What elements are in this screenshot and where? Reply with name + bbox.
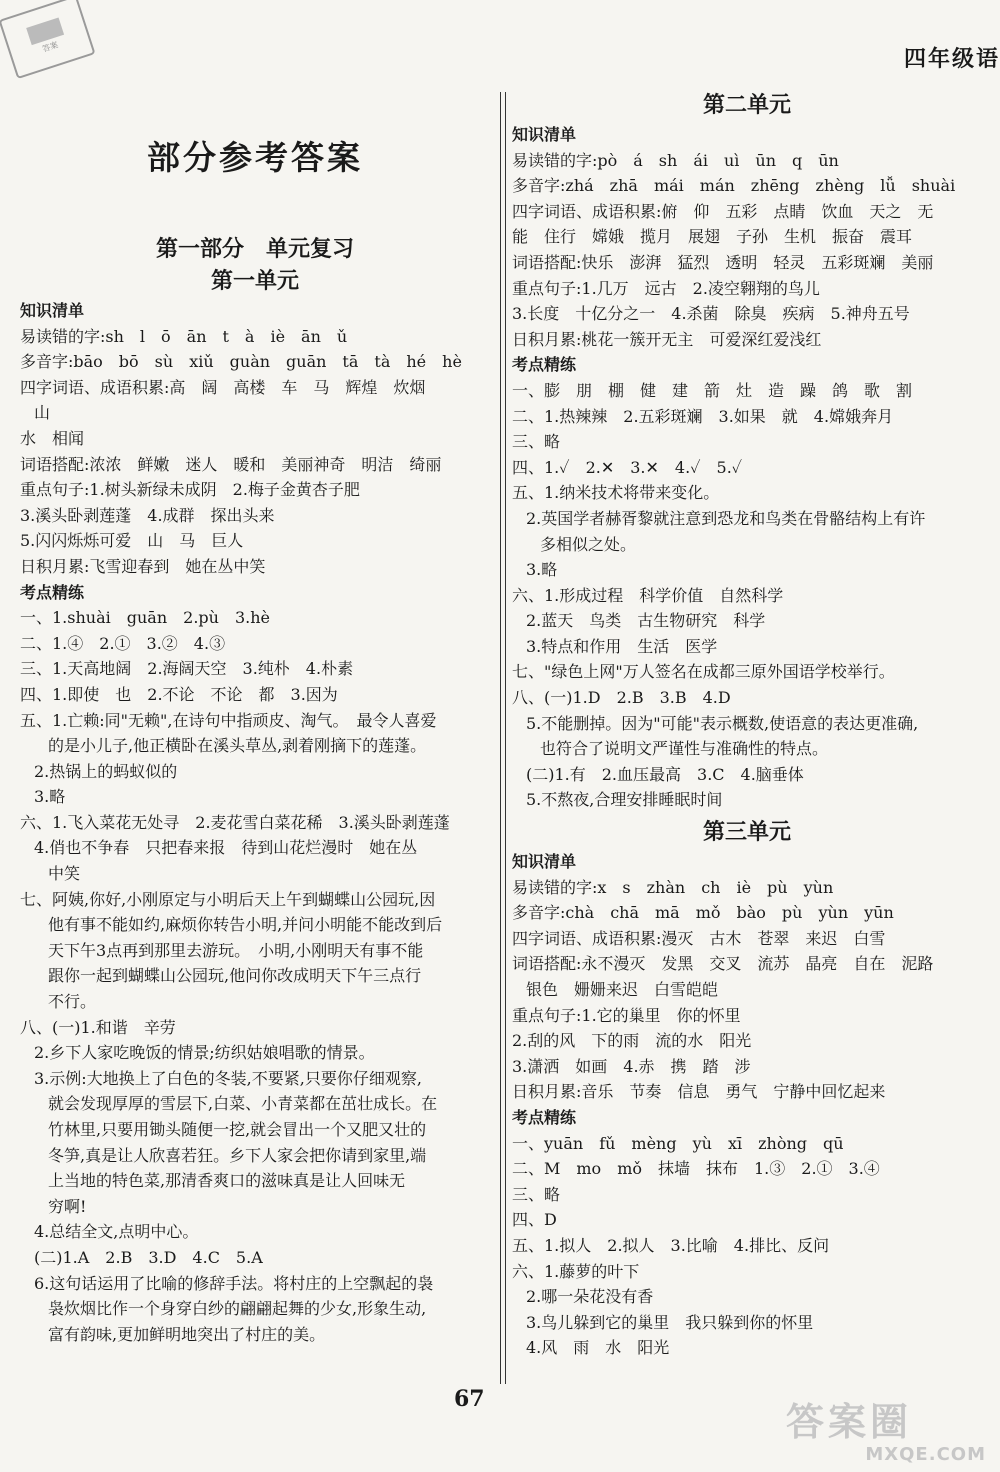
answer-line: 多相似之处。 bbox=[540, 534, 637, 554]
answer-line: 易读错的字:sh l ō ān t à iè ān ǔ bbox=[20, 326, 348, 346]
answer-line: 一、膨 朋 棚 健 建 箭 灶 造 躁 鸽 歌 割 bbox=[512, 380, 913, 400]
answer-line: 袅炊烟比作一个身穿白纱的翩翩起舞的少女,形象生动, bbox=[48, 1299, 427, 1319]
answer-line: 四字词语、成语积累:高 阔 高楼 车 马 辉煌 炊烟 bbox=[20, 377, 426, 397]
answer-line: 五、1.纳米技术将带来变化。 bbox=[512, 483, 720, 503]
answer-line: 二、1.热辣辣 2.五彩斑斓 3.如果 就 4.嫦娥奔月 bbox=[512, 406, 894, 426]
answer-line: 四字词语、成语积累:漫灭 古木 苍翠 来迟 白雪 bbox=[512, 928, 886, 948]
answer-line: 5.闪闪烁烁可爱 山 马 巨人 bbox=[20, 531, 244, 551]
unit-2-title: 第二单元 bbox=[702, 92, 791, 118]
answer-line: 五、1.拟人 2.拟人 3.比喻 4.排比、反问 bbox=[512, 1235, 830, 1255]
answer-line: 词语搭配:浓浓 鲜嫩 迷人 暖和 美丽神奇 明洁 绮丽 bbox=[20, 454, 442, 474]
answer-line: 五、1.亡赖:同"无赖",在诗句中指顽皮、淘气。 最令人喜爱 bbox=[20, 710, 437, 730]
answer-line: 重点句子:1.它的巢里 你的怀里 bbox=[512, 1005, 741, 1025]
answer-line: 二、1.④ 2.① 3.② 4.③ bbox=[20, 633, 226, 653]
answer-line: 中笑 bbox=[48, 864, 81, 884]
answer-line: 多音字:chà chā mā mǒ bào pù yùn yūn bbox=[512, 903, 894, 923]
answer-line: 日积月累:飞雪迎春到 她在丛中笑 bbox=[20, 556, 266, 576]
column-divider bbox=[500, 92, 506, 1384]
answer-line: 2.英国学者赫胥黎就注意到恐龙和鸟类在骨骼结构上有许 bbox=[526, 508, 926, 528]
answer-line: 重点句子:1.几万 远古 2.凌空翱翔的鸟儿 bbox=[512, 278, 820, 298]
answer-line: 3.潇洒 如画 4.赤 携 踏 涉 bbox=[512, 1056, 751, 1076]
answer-line: 三、1.天高地阔 2.海阔天空 3.纯朴 4.朴素 bbox=[20, 659, 354, 679]
answer-line: 他有事不能如约,麻烦你转告小明,并问小明能不能改到后 bbox=[48, 915, 443, 935]
answer-line: 六、1.飞入菜花无处寻 2.麦花雪白菜花稀 3.溪头卧剥莲蓬 bbox=[20, 812, 450, 832]
answer-line: 不行。 bbox=[48, 992, 97, 1012]
answer-line: 就会发现厚厚的雪层下,白菜、小青菜都在茁壮成长。在 bbox=[48, 1094, 438, 1114]
answer-line: 天下午3点再到那里去游玩。 小明,小刚明天有事不能 bbox=[48, 940, 424, 960]
unit-3-title: 第三单元 bbox=[702, 819, 791, 846]
page-title: 部分参考答案 bbox=[147, 138, 363, 177]
answer-line: 易读错的字:x s zhàn ch iè pù yùn bbox=[512, 877, 834, 897]
answer-line: 2.蓝天 鸟类 古生物研究 科学 bbox=[526, 611, 766, 631]
answer-line: 5.不能删掉。因为"可能"表示概数,使语意的表达更准确, bbox=[526, 713, 919, 733]
answer-line: 四、1.即使 也 2.不论 不论 都 3.因为 bbox=[20, 684, 338, 704]
section-heading: 知识清单 bbox=[512, 852, 577, 872]
section-heading: 知识清单 bbox=[20, 301, 85, 320]
answer-line: (二)1.有 2.血压最高 3.C 4.脑垂体 bbox=[526, 764, 804, 784]
answer-line: 六、1.藤萝的叶下 bbox=[512, 1261, 640, 1281]
stamp-text: 答案 bbox=[41, 39, 60, 54]
header-grade: 四年级语 bbox=[903, 46, 1000, 72]
answer-line: 的是小儿子,他正横卧在溪头草丛,剥着刚摘下的莲蓬。 bbox=[48, 736, 427, 756]
answer-line: 重点句子:1.树头新绿未成阴 2.梅子金黄杏子肥 bbox=[20, 480, 360, 500]
answer-line: 穷啊! bbox=[48, 1196, 87, 1216]
answer-line: 3.略 bbox=[526, 560, 558, 580]
answer-line: 七、"绿色上网"万人签名在成都三原外国语学校举行。 bbox=[512, 662, 895, 682]
answer-line: 3.溪头卧剥莲蓬 4.成群 探出头来 bbox=[20, 505, 275, 525]
answer-line: 多音字:bāo bō sù xiǔ guàn guān tā tà hé hè bbox=[20, 352, 462, 372]
watermark-logo: 答案圈 bbox=[786, 1400, 913, 1444]
answer-line: 二、M mo mǒ 抹墙 抹布 1.③ 2.① 3.④ bbox=[512, 1159, 880, 1179]
answer-line: (二)1.A 2.B 3.D 4.C 5.A bbox=[34, 1247, 263, 1267]
stamp-box bbox=[26, 17, 64, 45]
answer-line: 词语搭配:快乐 澎湃 猛烈 透明 轻灵 五彩斑斓 美丽 bbox=[512, 252, 934, 272]
answer-line: 4.总结全文,点明中心。 bbox=[34, 1222, 199, 1242]
answer-line: 跟你一起到蝴蝶山公园玩,他问你改成明天下午三点行 bbox=[48, 966, 422, 986]
answer-line: 富有韵味,更加鲜明地突出了村庄的美。 bbox=[48, 1324, 326, 1344]
corner-stamp bbox=[0, 0, 96, 79]
unit-3-answers bbox=[512, 849, 982, 1361]
answer-line: 3.长度 十亿分之一 4.杀菌 除臭 疾病 5.神舟五号 bbox=[512, 304, 910, 324]
answer-line: 3.特点和作用 生活 医学 bbox=[526, 636, 718, 656]
answer-line: 八、(一)1.和谐 辛劳 bbox=[20, 1017, 176, 1037]
page-number: 67 bbox=[454, 1386, 485, 1412]
answer-line: 一、1.shuài guān 2.pù 3.hè bbox=[20, 608, 270, 628]
answer-line: 5.不熬夜,合理安排睡眠时间 bbox=[526, 790, 723, 810]
answer-line: 八、(一)1.D 2.B 3.B 4.D bbox=[512, 688, 731, 708]
answer-line: 三、略 bbox=[512, 1184, 561, 1204]
answer-line: 2.乡下人家吃晚饭的情景;纺织姑娘唱歌的情景。 bbox=[34, 1043, 375, 1063]
answer-line: 上当地的特色菜,那清香爽口的滋味真是让人回味无 bbox=[48, 1171, 406, 1191]
answer-line: 2.热锅上的蚂蚁似的 bbox=[34, 761, 178, 781]
answer-line: 3.鸟儿躲到它的巢里 我只躲到你的怀里 bbox=[526, 1312, 814, 1332]
section-heading: 知识清单 bbox=[512, 125, 577, 144]
answer-line: 能 住行 嫦娥 揽月 展翅 子孙 生机 振奋 震耳 bbox=[512, 227, 913, 247]
answer-line: 2.刮的风 下的雨 流的水 阳光 bbox=[512, 1031, 752, 1051]
answer-line: 4.俏也不争春 只把春来报 待到山花烂漫时 她在丛 bbox=[34, 838, 418, 858]
answer-line: 银色 姗姗来迟 白雪皑皑 bbox=[526, 980, 719, 999]
answer-line: 七、阿姨,你好,小刚原定与小明后天上午到蝴蝶山公园玩,因 bbox=[20, 889, 436, 909]
answer-line: 日积月累:桃花一簇开无主 可爱深红爱浅红 bbox=[512, 329, 822, 349]
answer-line: 3.略 bbox=[34, 787, 66, 807]
unit-1-title: 第一单元 bbox=[210, 268, 299, 294]
unit-2-answers bbox=[512, 122, 982, 813]
answer-line: 水 相闻 bbox=[20, 428, 85, 448]
section-heading: 考点精练 bbox=[20, 582, 85, 602]
answer-line: 易读错的字:pò á sh ái uì ūn q ūn bbox=[512, 150, 839, 170]
section-heading: 考点精练 bbox=[512, 1107, 577, 1127]
answer-line: 2.哪一朵花没有香 bbox=[526, 1287, 654, 1307]
answer-line: 日积月累:音乐 节奏 信息 勇气 宁静中回忆起来 bbox=[512, 1082, 886, 1102]
answer-line: 三、略 bbox=[512, 432, 561, 452]
answer-line: 四字词语、成语积累:俯 仰 五彩 点睛 饮血 天之 无 bbox=[512, 201, 934, 221]
answer-line: 四、1.✓ 2.✕ 3.✕ 4.✓ 5.✓ bbox=[512, 457, 743, 477]
answer-line: 也符合了说明文严谨性与准确性的特点。 bbox=[540, 739, 829, 759]
section-heading: 考点精练 bbox=[512, 355, 577, 375]
part-title: 第一部分 单元复习 bbox=[155, 236, 354, 262]
right-column bbox=[512, 88, 982, 1361]
unit-1-answers bbox=[20, 298, 490, 1347]
answer-line: 3.示例:大地换上了白色的冬装,不要紧,只要你仔细观察, bbox=[34, 1068, 422, 1088]
answer-line: 四、D bbox=[512, 1210, 557, 1230]
left-column bbox=[20, 136, 490, 1347]
answer-line: 六、1.形成过程 科学价值 自然科学 bbox=[512, 585, 784, 605]
watermark bbox=[786, 1400, 986, 1466]
answer-line: 6.这句话运用了比喻的修辞手法。将村庄的上空飘起的袅 bbox=[34, 1273, 434, 1293]
answer-line: 4.风 雨 水 阳光 bbox=[526, 1338, 670, 1358]
answer-line: 冬笋,真是让人欣喜若狂。乡下人家会把你请到家里,端 bbox=[48, 1145, 427, 1165]
answer-line: 山 bbox=[34, 403, 51, 423]
answer-line: 一、yuān fǔ mèng yù xī zhòng qū bbox=[512, 1133, 844, 1153]
answer-line: 竹林里,只要用锄头随便一挖,就会冒出一个又肥又壮的 bbox=[48, 1120, 427, 1139]
answer-line: 词语搭配:永不漫灭 发黑 交叉 流苏 晶亮 自在 泥路 bbox=[512, 954, 934, 974]
watermark-url: MXQE.COM bbox=[865, 1444, 986, 1465]
answer-line: 多音字:zhá zhā mái mán zhēng zhèng lǚ shuài bbox=[512, 176, 956, 196]
